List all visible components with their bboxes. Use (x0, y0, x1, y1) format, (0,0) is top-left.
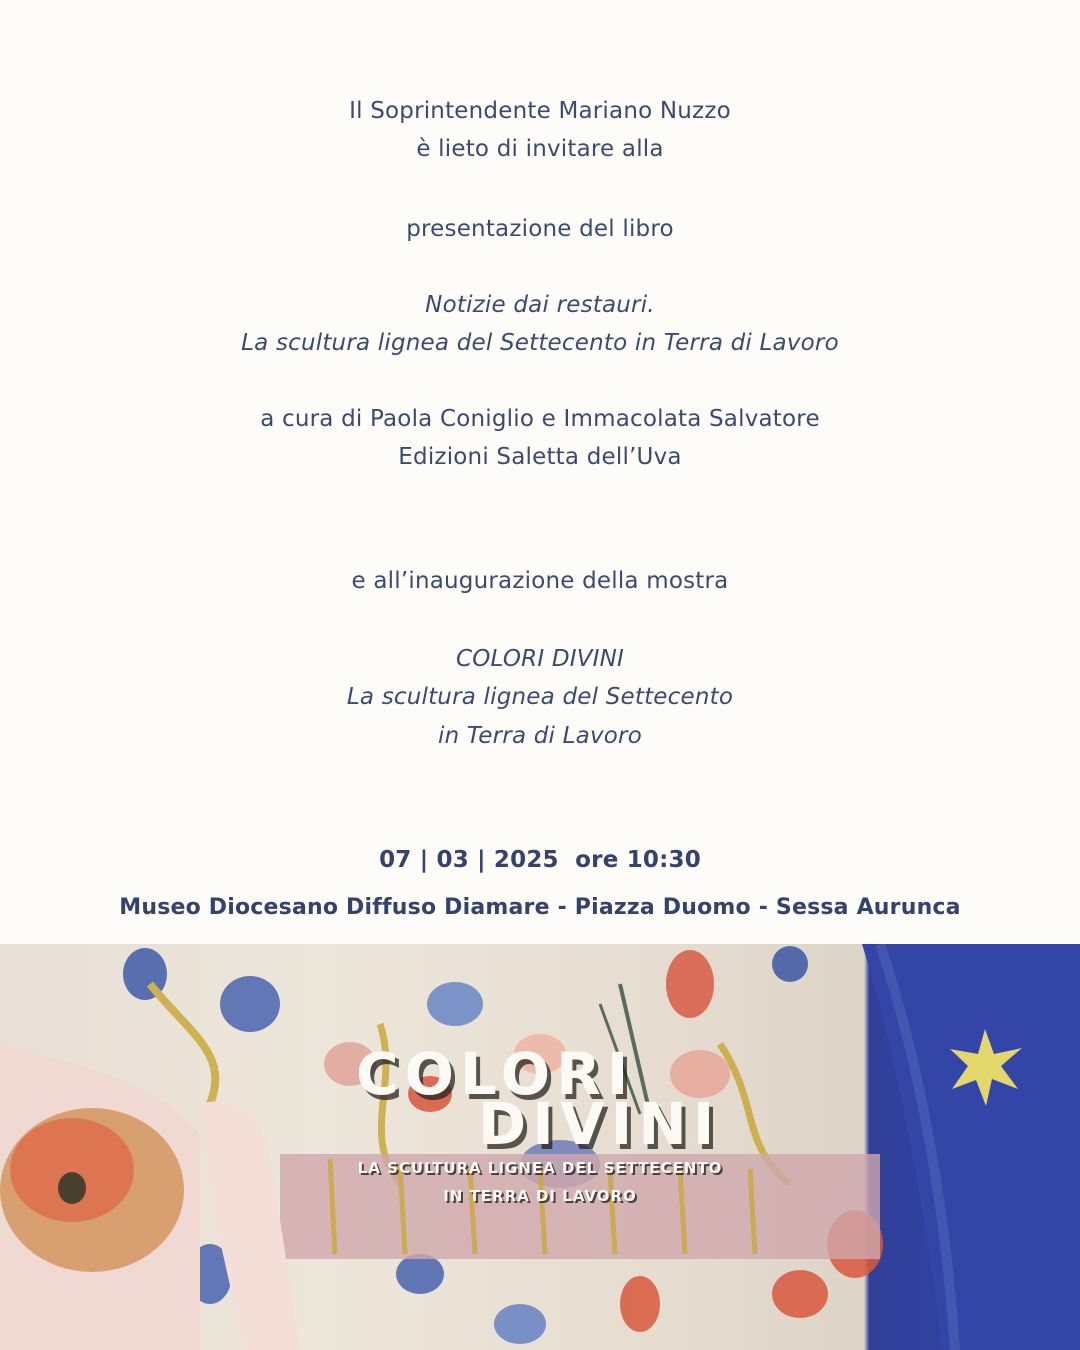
banner-title-block (0, 944, 1080, 1350)
exhibition-subtitle-line-1: La scultura lignea del Settecento (346, 684, 734, 710)
banner-title-line-1: COLORI (356, 1040, 635, 1108)
publisher-line: Edizioni Saletta dell’Uva (398, 444, 682, 470)
book-title-line-2: La scultura lignea del Settecento in Terra di Lavoro (241, 330, 839, 356)
invite-line: è lieto di invitare alla (416, 136, 664, 162)
exhibition-intro: e all’inaugurazione della mostra (351, 568, 729, 594)
exhibition-subtitle-line-2: in Terra di Lavoro (438, 723, 642, 749)
sculpture-photo-banner (0, 944, 1080, 1350)
book-title-line-1: Notizie dai restauri. (425, 292, 655, 318)
banner-subtitle-line-1: LA SCULTURA LIGNEA DEL SETTECENTO (357, 1159, 723, 1177)
book-intro: presentazione del libro (406, 216, 674, 242)
editors-line: a cura di Paola Coniglio e Immacolata Salvatore (260, 406, 820, 432)
date-time: 07 | 03 | 2025 ore 10:30 (379, 847, 701, 873)
banner-subtitle-line-2: IN TERRA DI LAVORO (443, 1187, 637, 1205)
banner-title-line-2: DIVINI (478, 1090, 721, 1158)
host-line: Il Soprintendente Mariano Nuzzo (349, 98, 731, 124)
venue: Museo Diocesano Diffuso Diamare - Piazza Duomo - Sessa Aurunca (119, 895, 961, 920)
exhibition-title: COLORI DIVINI (455, 646, 625, 672)
